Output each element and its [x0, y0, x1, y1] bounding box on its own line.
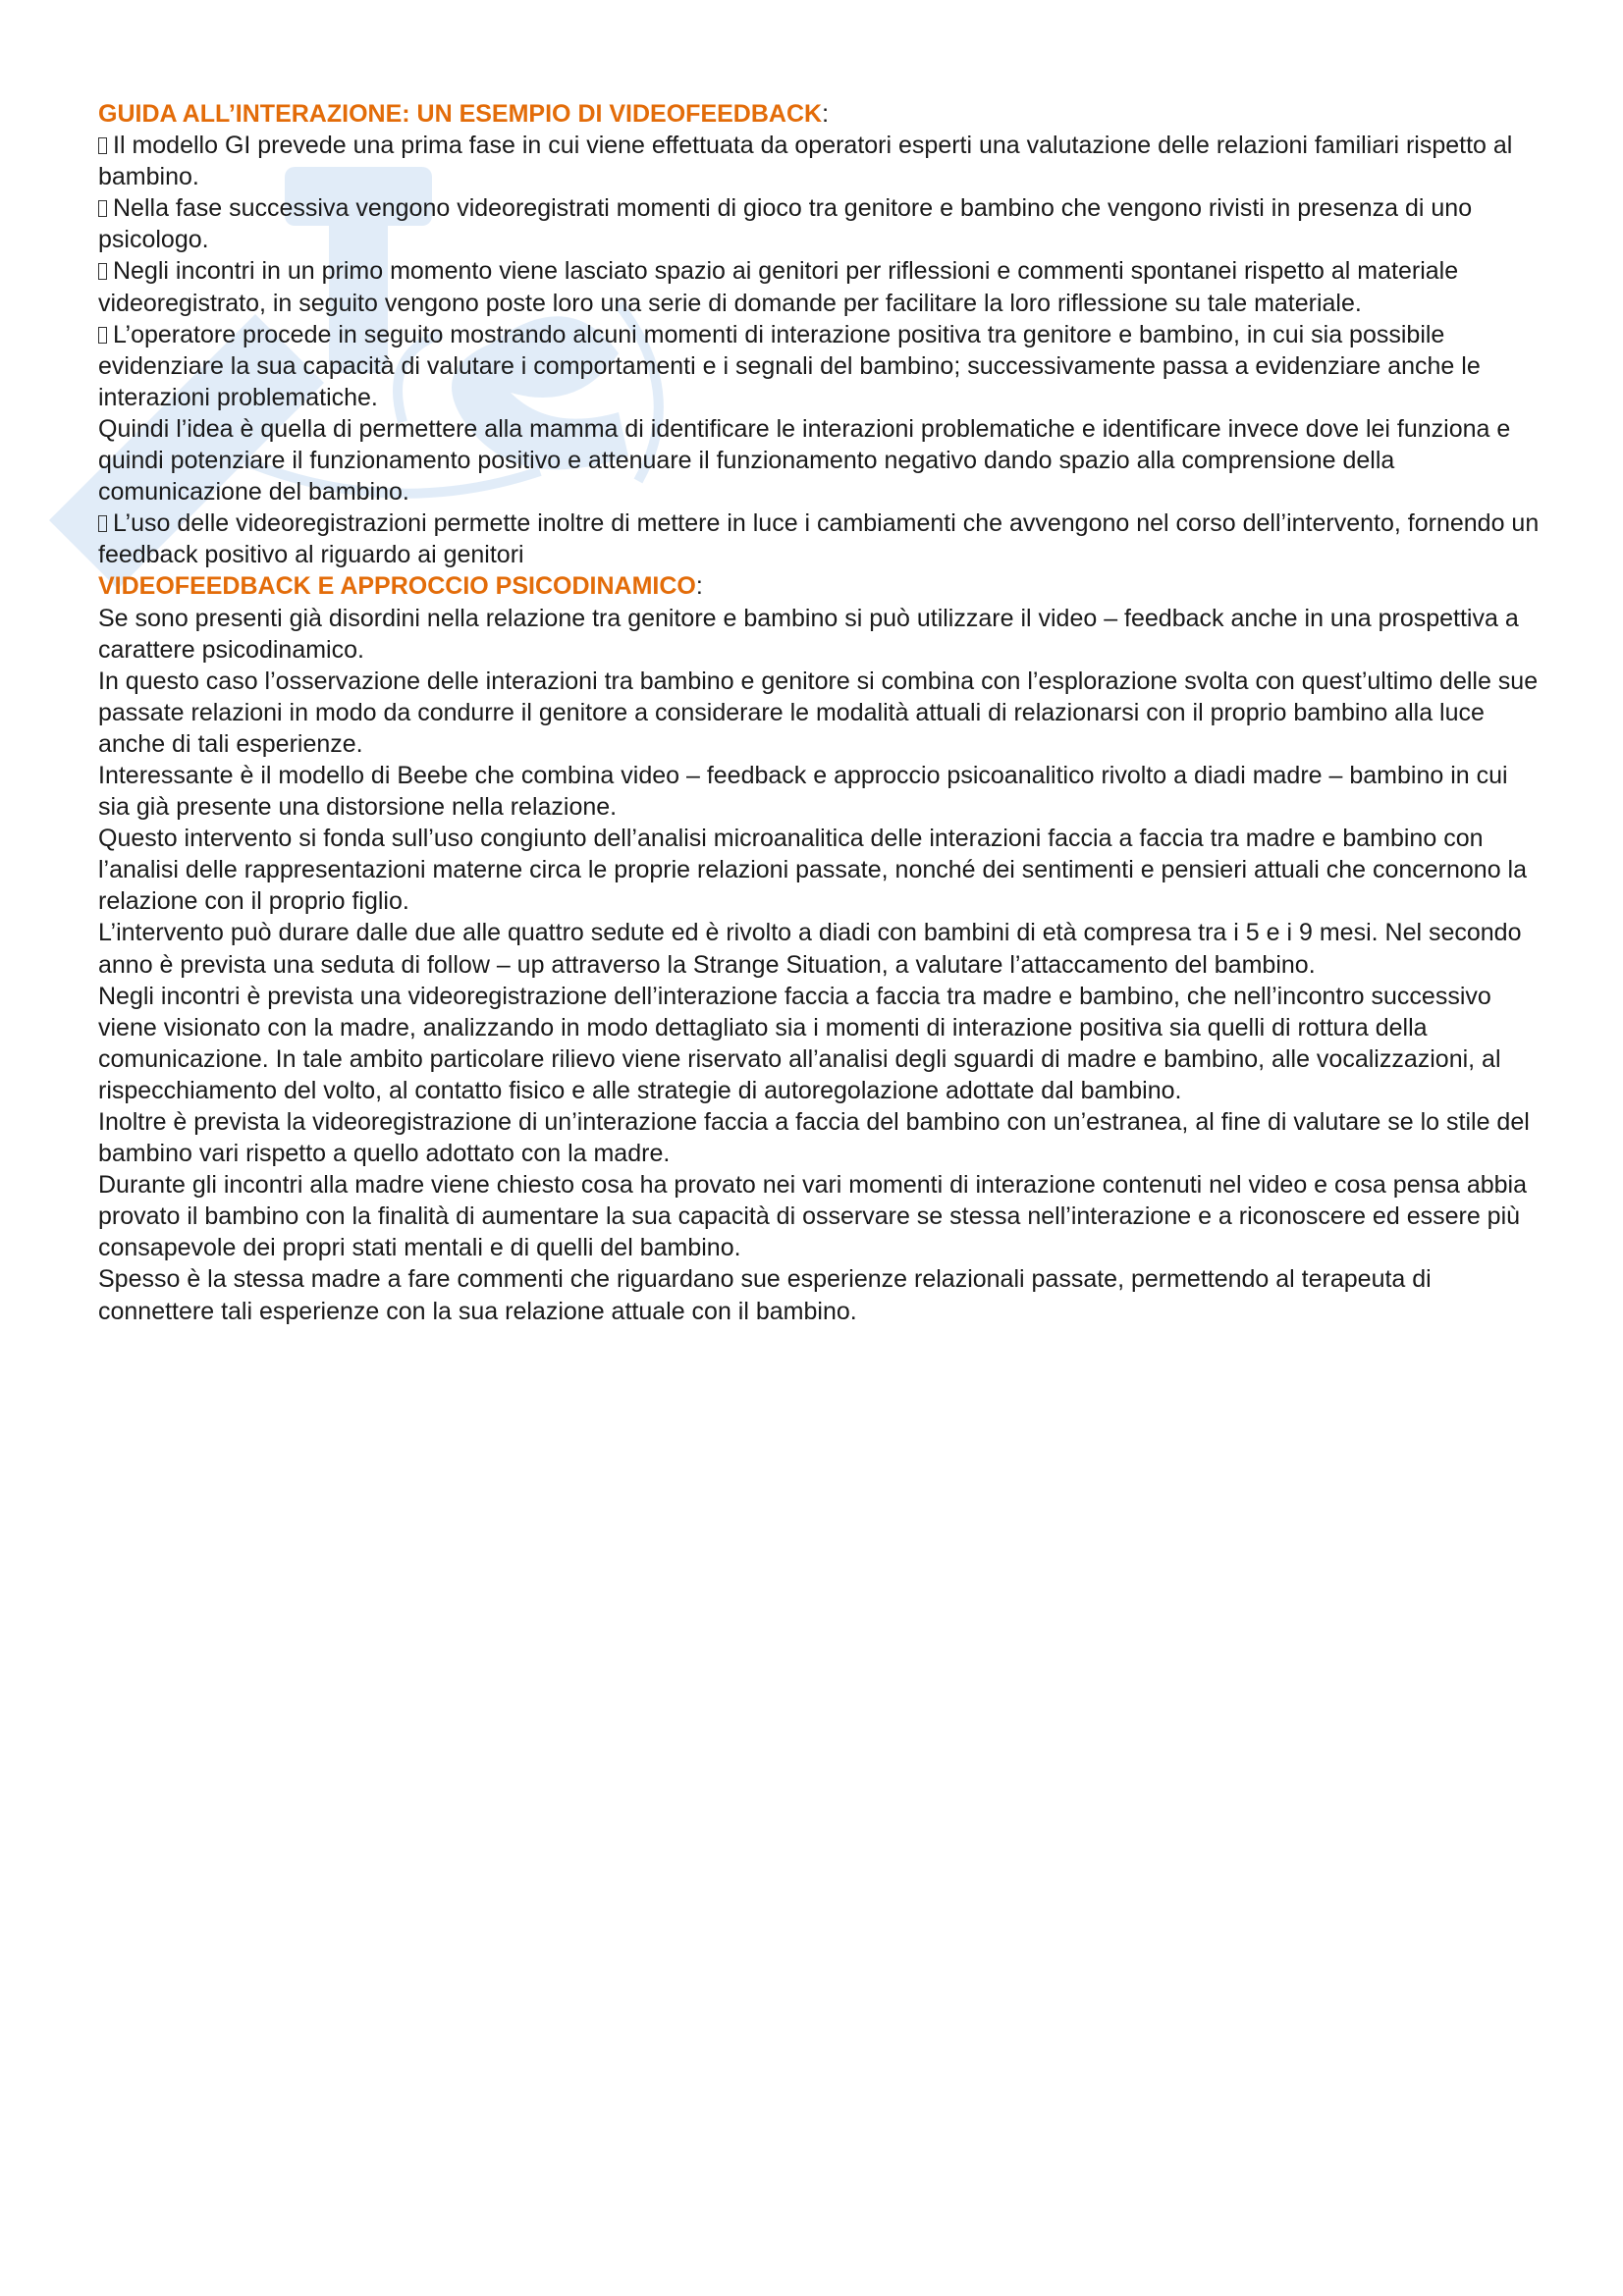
paragraph-text: Se sono presenti già disordini nella relazione tra genitore e bambino si può utilizzare il video – feedback anche in una prospettiva a carattere psicodinamico. [98, 604, 1519, 664]
document-body [98, 98, 1542, 1327]
paragraph-text: In questo caso l’osservazione delle interazioni tra bambino e genitore si combina con l’esplorazione svolta con quest’ultimo delle sue passate relazioni in modo da condurre il genitore a considerare le modalità attuali di relazionarsi con il proprio bambino alla luce anche di tali esperienze. [98, 667, 1539, 758]
heading-colon: : [695, 572, 703, 601]
paragraph-text: Interessante è il modello di Beebe che combina video – feedback e approccio psicoanalitico rivolto a diadi madre – bambino in cui sia già presente una distorsione nella relazione. [98, 761, 1508, 822]
bullet-paragraph [98, 255, 1542, 318]
section-heading-guida [98, 98, 1542, 130]
paragraph-text: Negli incontri in un primo momento viene lasciato spazio ai genitori per riflessioni e commenti spontanei rispetto al materiale videoregistrato, in seguito vengono poste loro una serie di domande per facilitare la loro riflessione su tale materiale. [98, 257, 1459, 317]
bullet-glyph-icon [98, 200, 107, 217]
paragraph [98, 760, 1542, 823]
bullet-glyph-icon [98, 515, 107, 532]
paragraph-text: Negli incontri è prevista una videoregistrazione dell’interazione faccia a faccia tra madre e bambino, che nell’incontro successivo viene visionato con la madre, analizzando in modo dettagliato sia i momenti di interazione positiva sia quelli di rottura della comunicazione. In tale ambito particolare rilievo viene riservato all’analisi degli sguardi di madre e bambino, alle vocalizzazioni, al rispecchiamento del volto, al contatto fisico e alle strategie di autoregolazione adottate dal bambino. [98, 982, 1501, 1104]
heading-text: VIDEOFEEDBACK E APPROCCIO PSICODINAMICO [98, 572, 696, 601]
bullet-paragraph [98, 192, 1542, 255]
paragraph [98, 666, 1542, 760]
paragraph [98, 413, 1542, 507]
bullet-glyph-icon [98, 137, 107, 154]
paragraph-text: Il modello GI prevede una prima fase in cui viene effettuata da operatori esperti una valutazione delle relazioni familiari rispetto al bambino. [98, 132, 1513, 191]
paragraph-text: Inoltre è prevista la videoregistrazione di un’interazione faccia a faccia del bambino con un’estranea, al fine di valutare se lo stile del bambino vari rispetto a quello adottato con la madre. [98, 1108, 1530, 1168]
heading-colon: : [822, 100, 830, 128]
paragraph [98, 1263, 1542, 1326]
paragraph [98, 981, 1542, 1106]
paragraph-text: Durante gli incontri alla madre viene chiesto cosa ha provato nei vari momenti di interazione contenuti nel video e cosa pensa abbia provato il bambino con la finalità di aumentare la sua capacità di osservare se stessa nell’interazione e a riconoscere ed essere più consapevole dei propri stati mentali e di quelli del bambino. [98, 1171, 1528, 1262]
section-heading-videofeedback [98, 570, 1542, 602]
paragraph-text: L’operatore procede in seguito mostrando alcuni momenti di interazione positiva tra genitore e bambino, in cui sia possibile evidenziare la sua capacità di valutare i comportamenti e i segnali del bambino; successivamente passa a evidenziare anche le interazioni problematiche. [98, 320, 1481, 411]
paragraph [98, 1169, 1542, 1263]
paragraph [98, 1106, 1542, 1169]
paragraph-text: Nella fase successiva vengono videoregistrati momenti di gioco tra genitore e bambino che vengono rivisti in presenza di uno psicologo. [98, 194, 1473, 254]
paragraph [98, 603, 1542, 666]
bullet-glyph-icon [98, 327, 107, 344]
paragraph-text: Quindi l’idea è quella di permettere alla mamma di identificare le interazioni problematiche e identificare invece dove lei funziona e quindi potenziare il funzionamento positivo e attenuare il funzionamento negativo dando spazio alla comprensione della comunicazione del bambino. [98, 414, 1511, 507]
paragraph [98, 917, 1542, 980]
paragraph-text: Questo intervento si fonda sull’uso congiunto dell’analisi microanalitica delle interazioni faccia a faccia tra madre e bambino con l’analisi delle rappresentazioni materne circa le proprie relazioni passate, nonché dei sentimenti e pensieri attuali che concernono la relazione con il proprio figlio. [98, 825, 1528, 916]
heading-text: GUIDA ALL’INTERAZIONE: UN ESEMPIO DI VIDEOFEEDBACK [98, 100, 823, 128]
paragraph-text: Spesso è la stessa madre a fare commenti che riguardano sue esperienze relazionali passate, permettendo al terapeuta di connettere tali esperienze con la sua relazione attuale con il bambino. [98, 1265, 1432, 1325]
paragraph-text: L’intervento può durare dalle due alle quattro sedute ed è rivolto a diadi con bambini di età compresa tra i 5 e i 9 mesi. Nel secondo anno è prevista una seduta di follow – up attraverso la Strange Situation, a valutare l’attaccamento del bambino. [98, 919, 1522, 979]
paragraph-text: L’uso delle videoregistrazioni permette inoltre di mettere in luce i cambiamenti che avvengono nel corso dell’intervento, fornendo un feedback positivo al riguardo ai genitori [98, 509, 1540, 569]
bullet-paragraph [98, 130, 1542, 192]
bullet-paragraph [98, 319, 1542, 413]
paragraph [98, 823, 1542, 917]
bullet-glyph-icon [98, 263, 107, 280]
bullet-paragraph [98, 507, 1542, 570]
